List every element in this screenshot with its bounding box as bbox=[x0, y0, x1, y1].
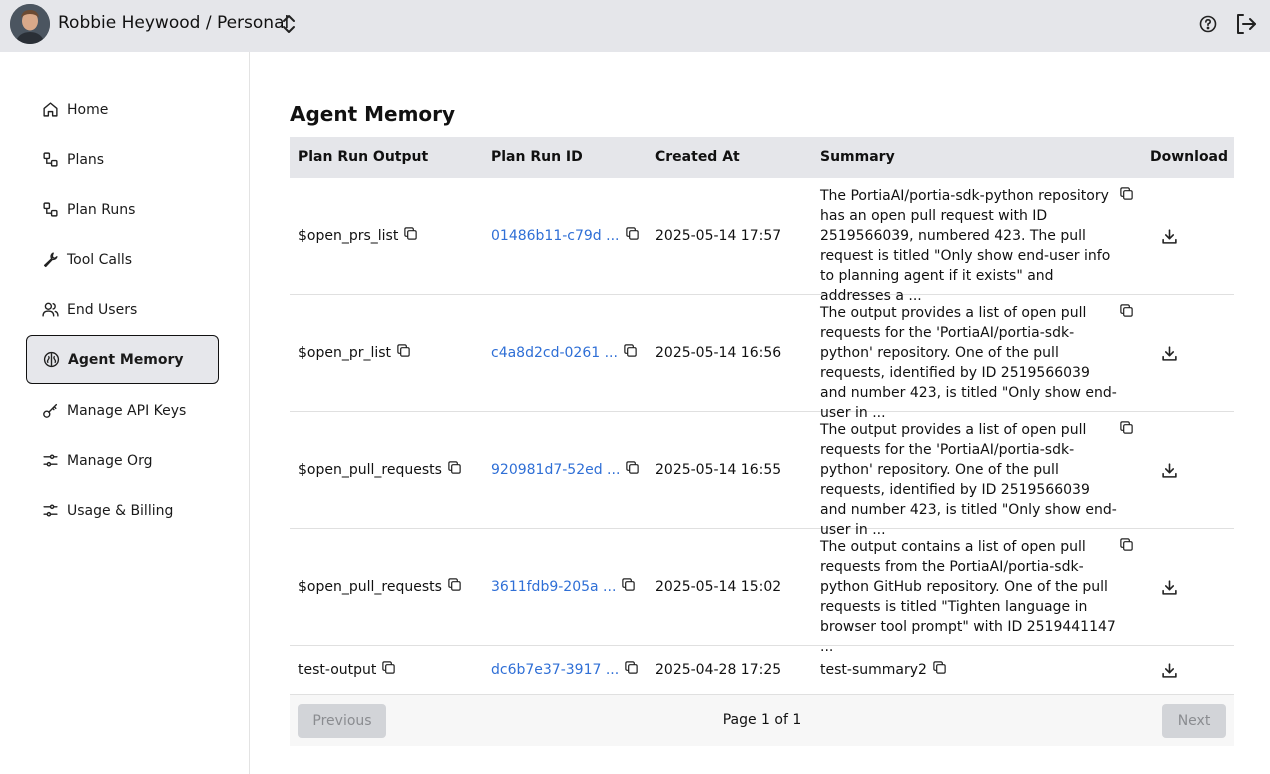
copy-icon[interactable] bbox=[625, 460, 640, 475]
download-icon[interactable] bbox=[1161, 228, 1178, 245]
previous-button[interactable]: Previous bbox=[298, 704, 386, 738]
summary-text: The PortiaAI/portia-sdk-python repository has an open pull request with ID 2519566039, numbered 423. The pull request is titled "Only show end-user info to planning agent if it exists" and addresses a ... bbox=[820, 188, 1111, 304]
download-icon[interactable] bbox=[1161, 345, 1178, 362]
output-name: $open_pull_requests bbox=[298, 579, 442, 595]
sidebar-item-manage-api-keys[interactable] bbox=[26, 386, 219, 435]
sidebar-item-label: Plans bbox=[67, 151, 105, 168]
output-name: test-output bbox=[298, 662, 377, 678]
sidebar-item-usage-billing[interactable] bbox=[26, 486, 219, 535]
run-id-link[interactable]: c4a8d2cd-0261 ... bbox=[491, 345, 618, 361]
created-at: 2025-05-14 15:02 bbox=[655, 579, 782, 595]
created-at: 2025-04-28 17:25 bbox=[655, 662, 782, 678]
run-id-link[interactable]: dc6b7e37-3917 ... bbox=[491, 662, 620, 678]
home-icon bbox=[42, 101, 59, 118]
summary-text: test-summary2 bbox=[820, 662, 927, 678]
copy-icon[interactable] bbox=[396, 343, 411, 358]
memory-table bbox=[290, 137, 1234, 695]
workflow-icon bbox=[42, 201, 59, 218]
org-name: Robbie Heywood / Personal bbox=[58, 13, 290, 33]
created-at: 2025-05-14 17:57 bbox=[655, 228, 782, 244]
workflow-icon bbox=[42, 151, 59, 168]
sidebar-item-manage-org[interactable] bbox=[26, 436, 219, 485]
pagination bbox=[290, 695, 1234, 746]
page-title: Agent Memory bbox=[290, 102, 456, 126]
output-cell bbox=[298, 345, 411, 361]
output-name: $open_prs_list bbox=[298, 228, 399, 244]
sidebar-item-tool-calls[interactable] bbox=[26, 235, 219, 284]
table-row bbox=[290, 295, 1234, 421]
run-id-cell bbox=[491, 662, 639, 678]
sidebar-item-agent-memory[interactable] bbox=[26, 335, 219, 384]
sidebar-item-end-users[interactable] bbox=[26, 285, 219, 334]
copy-icon[interactable] bbox=[625, 226, 640, 241]
created-at: 2025-05-14 16:56 bbox=[655, 345, 782, 361]
column-header-summary: Summary bbox=[820, 149, 895, 165]
copy-icon[interactable] bbox=[623, 343, 638, 358]
output-cell bbox=[298, 228, 418, 244]
table-row bbox=[290, 412, 1234, 538]
column-header-download: Download bbox=[1150, 149, 1229, 165]
download-icon[interactable] bbox=[1161, 662, 1178, 679]
sidebar-item-label: Manage Org bbox=[67, 452, 153, 469]
run-id-cell bbox=[491, 345, 638, 361]
top-bar bbox=[0, 0, 1270, 52]
output-name: $open_pull_requests bbox=[298, 462, 442, 478]
run-id-link[interactable]: 920981d7-52ed ... bbox=[491, 462, 621, 478]
copy-icon[interactable] bbox=[1119, 186, 1134, 201]
page-info: Page 1 of 1 bbox=[722, 712, 802, 728]
chevron-up-down-icon[interactable] bbox=[279, 12, 299, 36]
brain-icon bbox=[43, 351, 60, 368]
copy-icon[interactable] bbox=[621, 577, 636, 592]
table-row bbox=[290, 178, 1234, 304]
sidebar-item-label: Plan Runs bbox=[67, 201, 136, 218]
sliders-icon bbox=[42, 452, 59, 469]
created-at: 2025-05-14 16:55 bbox=[655, 462, 782, 478]
copy-icon[interactable] bbox=[403, 226, 418, 241]
table-row bbox=[290, 529, 1234, 655]
sidebar-item-plan-runs[interactable] bbox=[26, 185, 219, 234]
copy-icon[interactable] bbox=[447, 460, 462, 475]
copy-icon[interactable] bbox=[624, 660, 639, 675]
users-icon bbox=[42, 301, 59, 318]
column-header-run-id: Plan Run ID bbox=[491, 149, 583, 165]
help-icon[interactable] bbox=[1198, 14, 1218, 34]
sidebar bbox=[0, 52, 250, 774]
sidebar-item-label: Tool Calls bbox=[67, 251, 133, 268]
run-id-link[interactable]: 01486b11-c79d ... bbox=[491, 228, 620, 244]
summary-text: The output contains a list of open pull requests from the PortiaAI/portia-sdk-python GitHub repository. One of the pull requests is titled "Tighten language in browser tool prompt" with ID 2519441147 ... bbox=[820, 539, 1116, 655]
summary-cell bbox=[820, 662, 947, 678]
copy-icon[interactable] bbox=[447, 577, 462, 592]
logout-icon[interactable] bbox=[1234, 12, 1258, 36]
run-id-link[interactable]: 3611fdb9-205a ... bbox=[491, 579, 617, 595]
sidebar-item-plans[interactable] bbox=[26, 135, 219, 184]
copy-icon[interactable] bbox=[1119, 537, 1134, 552]
sidebar-item-label: Usage & Billing bbox=[67, 502, 174, 519]
sidebar-item-home[interactable] bbox=[26, 85, 219, 134]
sliders-icon bbox=[42, 502, 59, 519]
run-id-cell bbox=[491, 462, 640, 478]
key-icon bbox=[42, 402, 59, 419]
output-cell bbox=[298, 579, 462, 595]
copy-icon[interactable] bbox=[381, 660, 396, 675]
run-id-cell bbox=[491, 228, 640, 244]
output-cell bbox=[298, 662, 396, 678]
copy-icon[interactable] bbox=[932, 660, 947, 675]
download-icon[interactable] bbox=[1161, 462, 1178, 479]
output-name: $open_pr_list bbox=[298, 345, 392, 361]
sidebar-item-label: Manage API Keys bbox=[67, 402, 187, 419]
table-header bbox=[290, 137, 1234, 178]
column-header-output: Plan Run Output bbox=[298, 149, 429, 165]
table-row bbox=[290, 646, 1234, 695]
output-cell bbox=[298, 462, 462, 478]
avatar[interactable] bbox=[10, 4, 50, 44]
run-id-cell bbox=[491, 579, 636, 595]
sidebar-item-label: Agent Memory bbox=[68, 351, 184, 368]
next-button[interactable]: Next bbox=[1162, 704, 1226, 738]
download-icon[interactable] bbox=[1161, 579, 1178, 596]
wrench-icon bbox=[42, 251, 59, 268]
column-header-created: Created At bbox=[655, 149, 740, 165]
summary-text: The output provides a list of open pull requests for the 'PortiaAI/portia-sdk-python' repository. One of the pull requests, identified by ID 2519566039 and number 423, is titled "Only show end-user in ... bbox=[820, 422, 1117, 538]
copy-icon[interactable] bbox=[1119, 303, 1134, 318]
summary-text: The output provides a list of open pull requests for the 'PortiaAI/portia-sdk-python' repository. One of the pull requests, identified by ID 2519566039 and number 423, is titled "Only show end-user in ... bbox=[820, 305, 1117, 421]
copy-icon[interactable] bbox=[1119, 420, 1134, 435]
sidebar-item-label: Home bbox=[67, 101, 109, 118]
sidebar-item-label: End Users bbox=[67, 301, 138, 318]
